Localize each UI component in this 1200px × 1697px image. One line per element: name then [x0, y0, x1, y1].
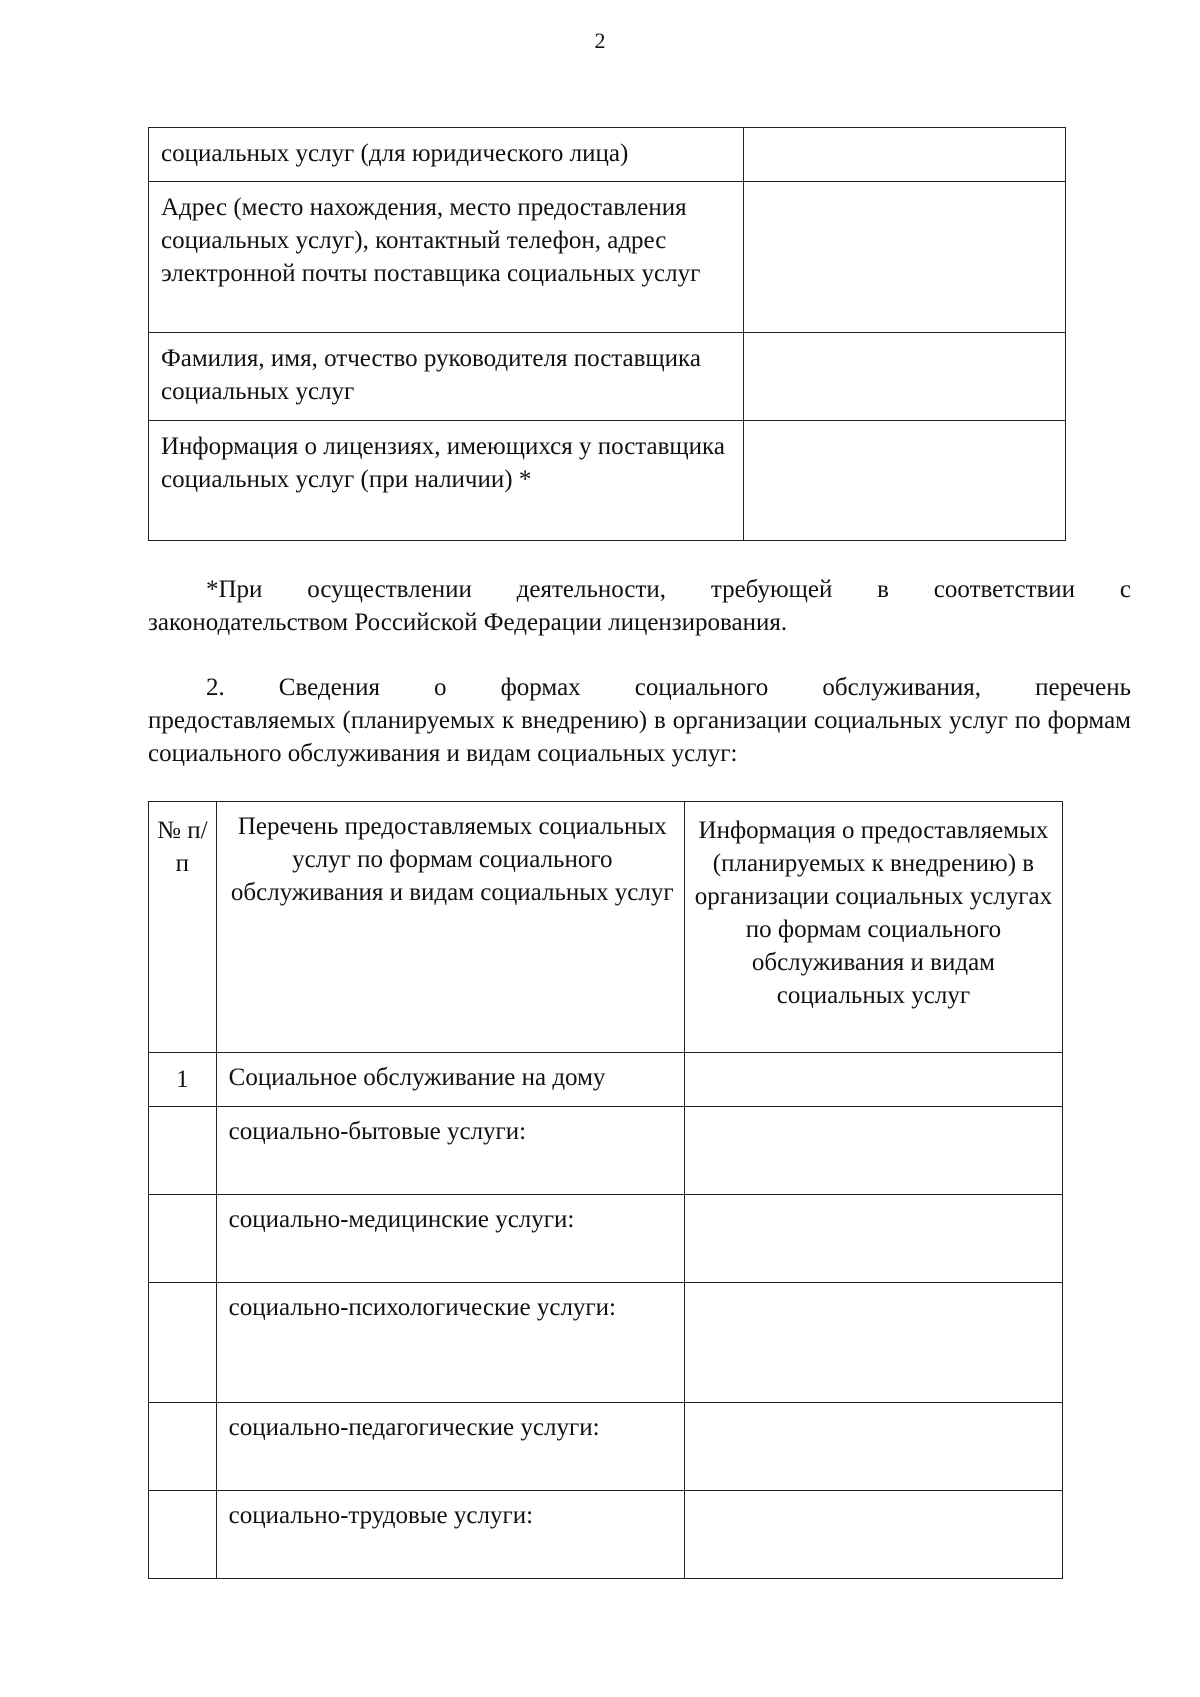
table-row: [149, 182, 1066, 333]
row-value: [743, 421, 1065, 541]
row-number: [149, 1283, 217, 1403]
table-row: [149, 1491, 1063, 1579]
row-label: Адрес (место нахождения, место предоставления социальных услуг), контактный телефон, адрес электронной почты поставщика социальных услуг: [149, 182, 744, 333]
table-row: [149, 421, 1066, 541]
row-number: 1: [149, 1053, 217, 1107]
table-row: [149, 128, 1066, 182]
page-number: 2: [594, 28, 606, 53]
row-service: социально-бытовые услуги:: [216, 1107, 684, 1195]
row-info: [684, 1403, 1062, 1491]
row-label: Информация о лицензиях, имеющихся у поставщика социальных услуг (при наличии) *: [149, 421, 744, 541]
footnote-line-1: *При осуществлении деятельности, требующей в соответствии с: [206, 576, 1131, 603]
row-number: [149, 1403, 217, 1491]
table-row: [149, 1403, 1063, 1491]
row-info: [684, 1107, 1062, 1195]
table-row: [149, 1107, 1063, 1195]
row-label: Фамилия, имя, отчество руководителя поставщика социальных услуг: [149, 333, 744, 421]
row-service: социально-педагогические услуги:: [216, 1403, 684, 1491]
table-row: [149, 1195, 1063, 1283]
row-value: [743, 128, 1065, 182]
section-2-line-1: 2. Сведения о формах социального обслуживания, перечень: [206, 674, 1131, 701]
row-info: [684, 1283, 1062, 1403]
row-label: социальных услуг (для юридического лица): [149, 128, 744, 182]
row-value: [743, 182, 1065, 333]
row-info: [684, 1491, 1062, 1579]
section-2-rest: предоставляемых (планируемых к внедрению) в организации социальных услуг по формам социального обслуживания и видам социальных услуг:: [148, 707, 1131, 767]
table-row: [149, 333, 1066, 421]
header-services: Перечень предоставляемых социальных услуг по формам социального обслуживания и видам социальных услуг: [216, 802, 684, 1053]
row-value: [743, 333, 1065, 421]
row-number: [149, 1107, 217, 1195]
section-2-intro: [148, 671, 1131, 770]
provider-info-table: [148, 127, 1066, 541]
header-info: Информация о предоставляемых (планируемых к внедрению) в организации социальных услугах по формам социального обслуживания и видам социальных услуг: [684, 802, 1062, 1053]
row-info: [684, 1195, 1062, 1283]
header-number: № п/п: [149, 802, 217, 1053]
row-info: [684, 1053, 1062, 1107]
footnote: [148, 573, 1131, 639]
table-header-row: [149, 802, 1063, 1053]
table-row: [149, 1283, 1063, 1403]
table-row: [149, 1053, 1063, 1107]
row-service: социально-психологические услуги:: [216, 1283, 684, 1403]
row-service: Социальное обслуживание на дому: [216, 1053, 684, 1107]
footnote-line-2: законодательством Российской Федерации лицензирования.: [148, 609, 788, 636]
row-service: социально-медицинские услуги:: [216, 1195, 684, 1283]
row-number: [149, 1491, 217, 1579]
services-table: [148, 801, 1063, 1579]
row-service: социально-трудовые услуги:: [216, 1491, 684, 1579]
row-number: [149, 1195, 217, 1283]
